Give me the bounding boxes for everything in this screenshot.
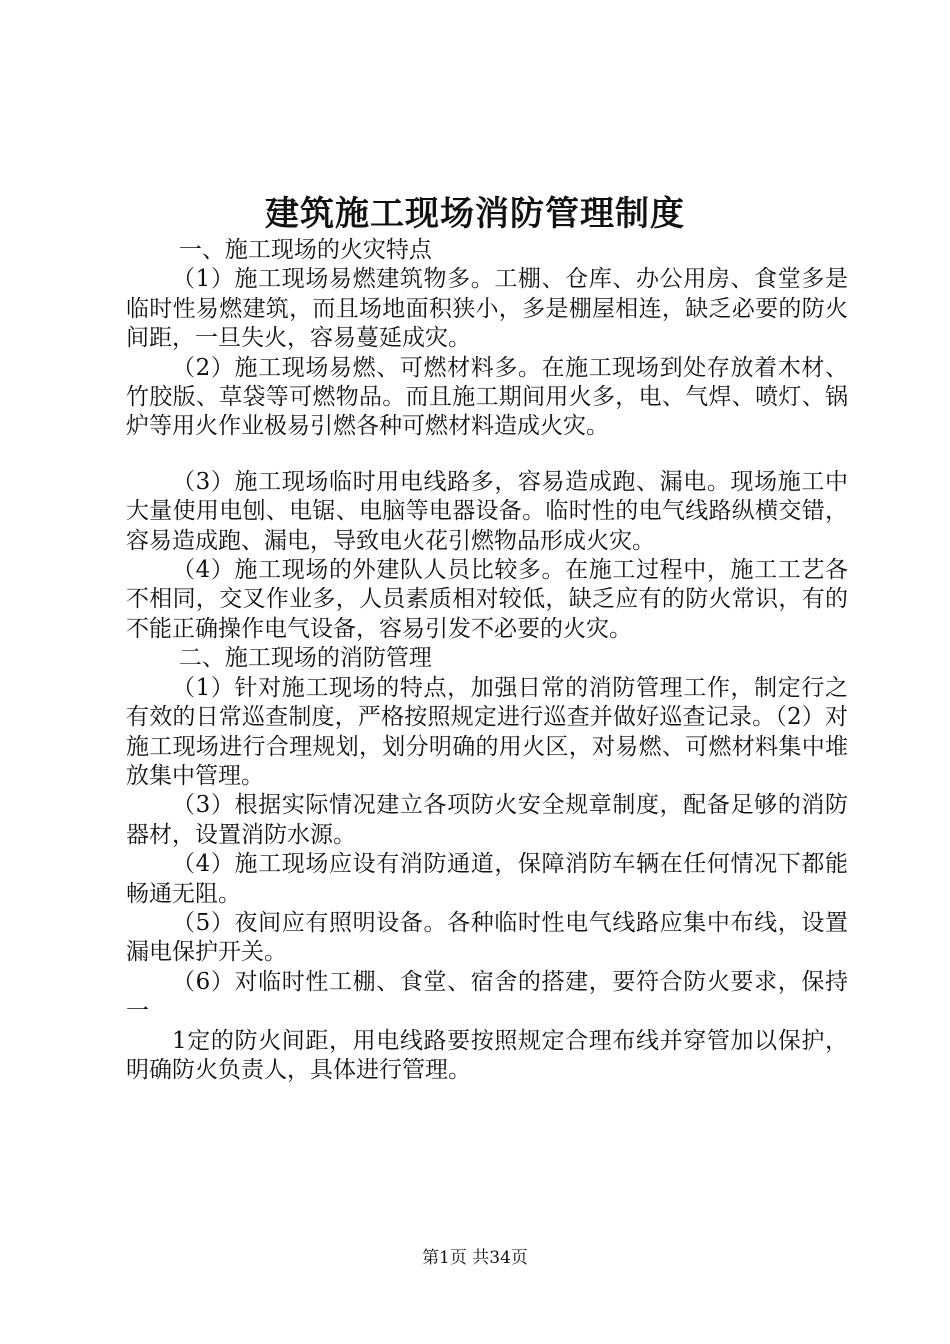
section-heading-1: 一、施工现场的火灾特点 — [178, 237, 432, 263]
paragraph: （2）施工现场易燃、可燃材料多。在施工现场到处存放着木材、竹胶版、草袋等可燃物品。而且施工期间用火多，电、气焊、喷灯、锅炉等用火作业极易引燃各种可燃材料造成火灾。 — [126, 354, 848, 440]
paragraph: （1）施工现场易燃建筑物多。工棚、仓库、办公用房、食堂多是临时性易燃建筑，而且场地面积狭小，多是棚屋相连，缺乏必要的防火间距，一旦失火，容易蔓延成灾。 — [126, 266, 848, 352]
paragraph: （3）施工现场临时用电线路多，容易造成跑、漏电。现场施工中大量使用电刨、电锯、电脑等电器设备。临时性的电气线路纵横交错，容易造成跑、漏电，导致电火花引燃物品形成火灾。 — [126, 468, 848, 554]
paragraph: 1定的防火间距，用电线路要按照规定合理布线并穿管加以保护，明确防火负责人，具体进行管理。 — [126, 1027, 848, 1083]
paragraph: （5）夜间应有照明设备。各种临时性电气线路应集中布线，设置漏电保护开关。 — [126, 909, 848, 966]
section-heading-2: 二、施工现场的消防管理 — [178, 645, 432, 672]
document-title: 建筑施工现场消防管理制度 — [265, 194, 685, 234]
paragraph: （4）施工现场的外建队人员比较多。在施工过程中，施工工艺各不相同，交叉作业多，人员素质相对较低，缺乏应有的防火常识，有的不能正确操作电气设备，容易引发不必要的火灾。 — [126, 557, 848, 642]
paragraph: （4）施工现场应设有消防通道，保障消防车辆在任何情况下都能畅通无阻。 — [126, 851, 848, 907]
paragraph: （6）对临时性工棚、食堂、宿舍的搭建，要符合防火要求，保持一 — [126, 968, 848, 1025]
page-footer: 第1页 共34页 — [422, 1248, 528, 1268]
paragraph: （3）根据实际情况建立各项防火安全规章制度，配备足够的消防器材，设置消防水源。 — [126, 792, 848, 848]
document-body — [126, 236, 848, 1085]
paragraph: （1）针对施工现场的特点，加强日常的消防管理工作，制定行之有效的日常巡查制度，严格按照规定进行巡查并做好巡查记录。（2）对施工现场进行合理规划，划分明确的用火区，对易燃、可燃材料集中堆放集中管理。 — [126, 674, 848, 789]
